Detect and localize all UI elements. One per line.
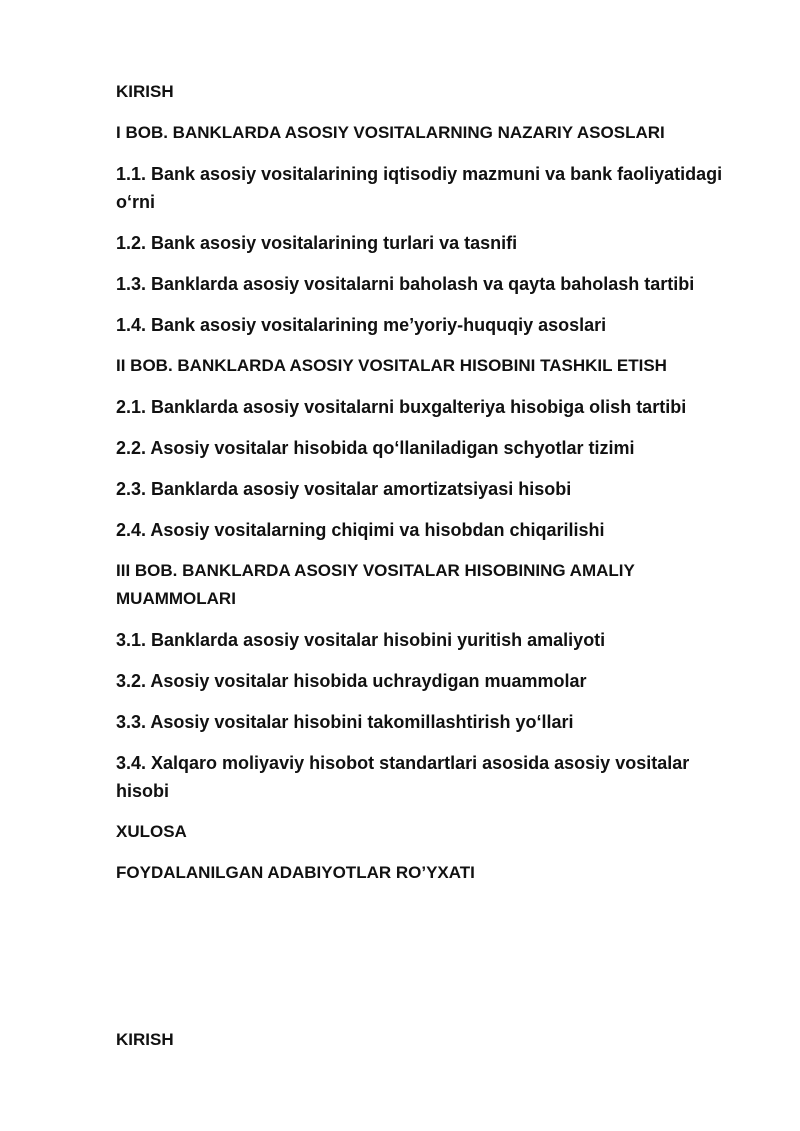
toc-heading-introduction: KIRISH — [116, 82, 174, 101]
toc-heading-chapter-2: II BOB. BANKLARDA ASOSIY VOSITALAR HISOBINI TASHKIL ETISH — [116, 356, 667, 375]
toc-section-1-4: 1.4. Bank asosiy vositalarining me’yoriy-huquqiy asoslari — [116, 315, 607, 335]
toc-section-2-2: 2.2. Asosiy vositalar hisobida qo‘llaniladigan schyotlar tizimi — [116, 438, 635, 458]
toc-heading-chapter-1: I BOB. BANKLARDA ASOSIY VOSITALARNING NAZARIY ASOSLARI — [116, 123, 665, 142]
toc-section-1-2: 1.2. Bank asosiy vositalarining turlari va tasnifi — [116, 233, 518, 253]
toc-section-1-3: 1.3. Banklarda asosiy vositalarni baholash va qayta baholash tartibi — [116, 274, 695, 294]
toc-heading-references: FOYDALANILGAN ADABIYOTLAR RO’YXATI — [116, 863, 475, 882]
toc-section-2-1: 2.1. Banklarda asosiy vositalarni buxgalteriya hisobiga olish tartibi — [116, 397, 687, 417]
toc-section-1-1: 1.1. Bank asosiy vositalarining iqtisodiy mazmuni va bank faoliyatidagi o‘rni — [116, 164, 723, 212]
toc-section-3-2: 3.2. Asosiy vositalar hisobida uchraydigan muammolar — [116, 671, 587, 691]
toc-section-3-3: 3.3. Asosiy vositalar hisobini takomillashtirish yo‘llari — [116, 712, 574, 732]
toc-section-3-4: 3.4. Xalqaro moliyaviy hisobot standartlari asosida asosiy vositalar hisobi — [116, 753, 690, 801]
introduction-heading: KIRISH — [116, 1030, 174, 1049]
toc-section-3-1: 3.1. Banklarda asosiy vositalar hisobini yuritish amaliyoti — [116, 630, 606, 650]
toc-heading-conclusion: XULOSA — [116, 822, 187, 841]
toc-section-2-4: 2.4. Asosiy vositalarning chiqimi va hisobdan chiqarilishi — [116, 520, 605, 540]
toc-heading-chapter-3: III BOB. BANKLARDA ASOSIY VOSITALAR HISOBINING AMALIY MUAMMOLARI — [116, 561, 635, 608]
toc-section-2-3: 2.3. Banklarda asosiy vositalar amortizatsiyasi hisobi — [116, 479, 572, 499]
table-of-contents — [116, 78, 726, 900]
